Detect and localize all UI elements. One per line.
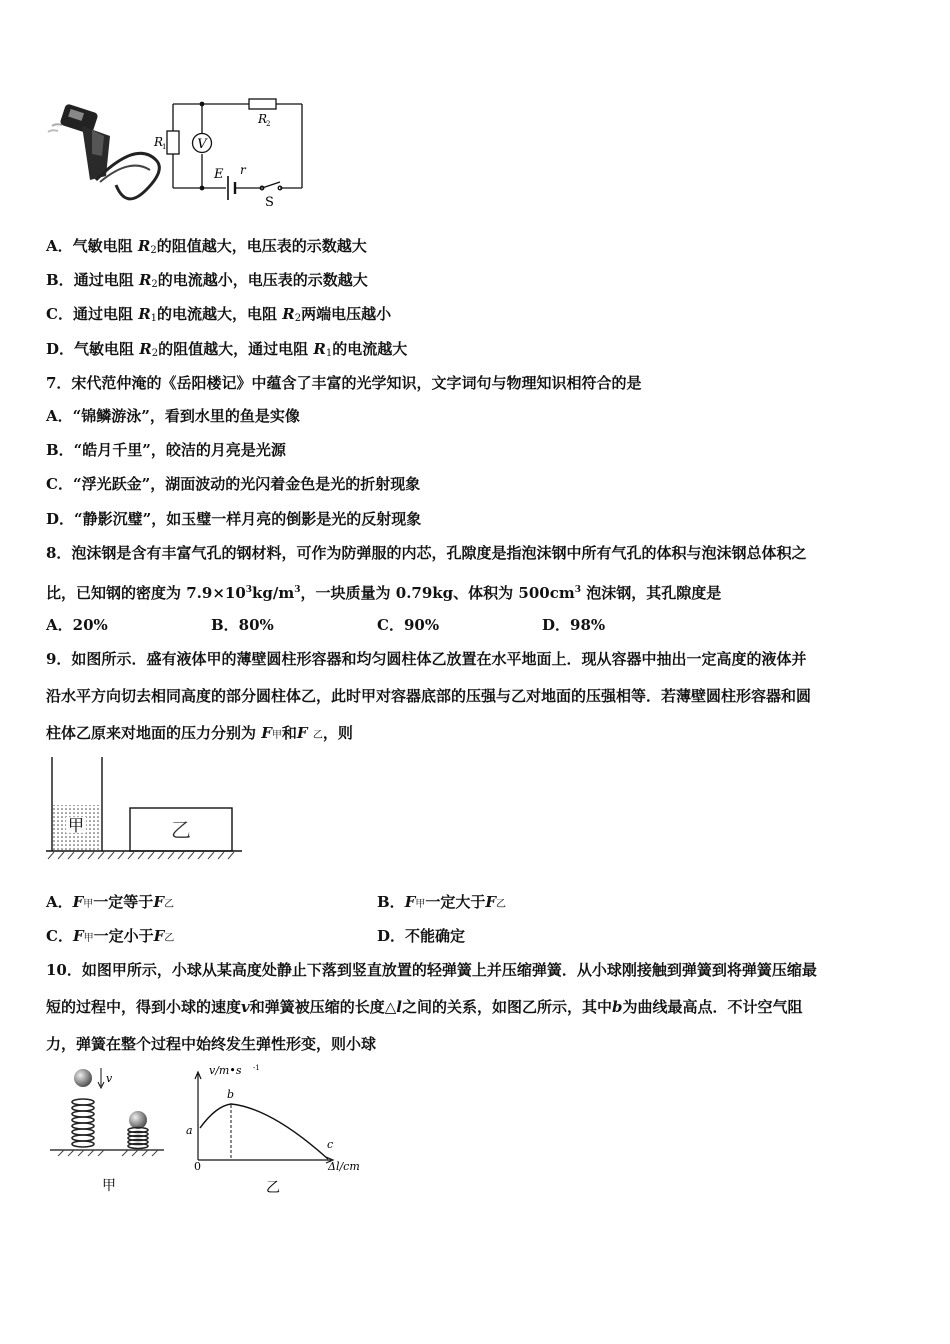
q6-option-b[interactable]: B．通过电阻 $R_2$的电流越小，电压表的示数越大 xyxy=(46,271,368,290)
q7-option-b[interactable]: B．“皓月千里”，皎洁的月亮是光源 xyxy=(46,441,286,459)
q8-option-d[interactable]: D．98% xyxy=(542,616,606,634)
q7-stem: 7．宋代范仲淹的《岳阳楼记》中蕴含了丰富的光学知识，文字词句与物理知识相符合的是 xyxy=(46,374,642,392)
q9-stem-line2: 沿水平方向切去相同高度的部分圆柱体乙，此时甲对容器底部的压强与乙对地面的压强相等．若薄壁圆柱形容器和圆 xyxy=(46,687,812,705)
q9-option-d[interactable]: D．不能确定 xyxy=(377,927,466,945)
q10-stem-line3: 力，弹簧在整个过程中始终发生弹性形变，则小球 xyxy=(46,1035,377,1053)
q8-stem-line1: 8．泡沫钢是含有丰富气孔的钢材料，可作为防弹服的内芯，孔隙度是指泡沫钢中所有气孔的体积与泡沫钢总体积之 xyxy=(46,544,807,562)
label-yi: 乙 xyxy=(171,818,191,842)
ball-icon xyxy=(74,1069,92,1087)
velocity-curve xyxy=(200,1104,328,1159)
velocity-label: v xyxy=(106,1072,113,1085)
spring-figure xyxy=(46,1062,376,1197)
q6-option-c[interactable]: C．通过电阻 $R_1$的电流越大，电阻 $R_2$两端电压越小 xyxy=(46,305,392,324)
r2-sub: 2 xyxy=(266,120,271,128)
y-axis-label: v/m•s xyxy=(209,1064,242,1077)
spring-uncompressed xyxy=(72,1099,94,1147)
emf-label: E xyxy=(214,167,224,182)
q9-option-c[interactable]: C．F甲一定小于F乙 xyxy=(46,927,175,945)
meter-label: V xyxy=(197,137,207,152)
q7-option-c[interactable]: C．“浮光跃金”，湖面波动的光闪着金色是光的折射现象 xyxy=(46,475,421,493)
r2-resistor xyxy=(249,99,276,109)
q9-option-b[interactable]: B．F甲一定大于F乙 xyxy=(377,893,507,911)
r1-resistor xyxy=(167,131,179,154)
r2-label: R xyxy=(258,112,268,126)
label-jia: 甲 xyxy=(67,816,85,835)
point-b-label: b xyxy=(227,1088,235,1101)
ball-on-spring-icon xyxy=(129,1111,147,1129)
point-a-label: a xyxy=(186,1124,193,1137)
caption-yi: 乙 xyxy=(266,1180,280,1196)
q6-option-a[interactable]: A．气敏电阻 $R_2$的阻值越大，电压表的示数越大 xyxy=(46,237,367,256)
circuit-figure xyxy=(40,96,310,212)
q6-option-d[interactable]: D．气敏电阻 $R_2$的阻值越大，通过电阻 $R_1$的电流越大 xyxy=(46,340,408,359)
origin-label: 0 xyxy=(194,1160,201,1173)
q7-option-a[interactable]: A．“锦鳞游泳”，看到水里的鱼是实像 xyxy=(46,407,300,425)
q7-option-d[interactable]: D．“静影沉璧”，如玉璧一样月亮的倒影是光的反射现象 xyxy=(46,510,422,528)
caption-jia: 甲 xyxy=(102,1178,116,1194)
point-c-label: c xyxy=(327,1138,334,1151)
q9-stem-line1: 9．如图所示．盛有液体甲的薄壁圆柱形容器和均匀圆柱体乙放置在水平地面上．现从容器中抽出一定高度的液体并 xyxy=(46,650,807,668)
q10-stem-line2: 短的过程中，得到小球的速度v和弹簧被压缩的长度△l之间的关系，如图乙所示，其中b为曲线最高点．不计空气阻 xyxy=(46,998,803,1016)
q8-option-c[interactable]: C．90% xyxy=(377,616,440,634)
y-axis-sup: -1 xyxy=(253,1064,260,1072)
x-axis-label: Δl/cm xyxy=(328,1160,360,1173)
q9-stem-line3: 柱体乙原来对地面的压力分别为 F甲和F 乙，则 xyxy=(46,724,353,742)
spring-compressed xyxy=(128,1128,148,1149)
q8-option-b[interactable]: B．80% xyxy=(211,616,274,634)
q10-stem-line1: 10．如图甲所示，小球从某高度处静止下落到竖直放置的轻弹簧上并压缩弹簧．从小球刚接触到弹簧到将弹簧压缩最 xyxy=(46,961,817,979)
breathalyzer-icon xyxy=(48,103,159,199)
q9-option-a[interactable]: A．F甲一定等于F乙 xyxy=(46,893,174,911)
q8-option-a[interactable]: A．20% xyxy=(46,616,108,634)
v-dl-graph xyxy=(186,1064,360,1173)
container-figure xyxy=(44,755,244,863)
q8-stem-line2: 比，已知钢的密度为 $7.9\times 10^3kg/m^3$，一块质量为 0.79kg、体积为 $500cm^3$ 泡沫钢，其孔隙度是 xyxy=(46,584,722,602)
r1-label: R xyxy=(154,135,164,149)
switch-label: S xyxy=(265,195,274,210)
r1-sub: 1 xyxy=(162,143,167,151)
internal-r-label: r xyxy=(240,163,246,177)
